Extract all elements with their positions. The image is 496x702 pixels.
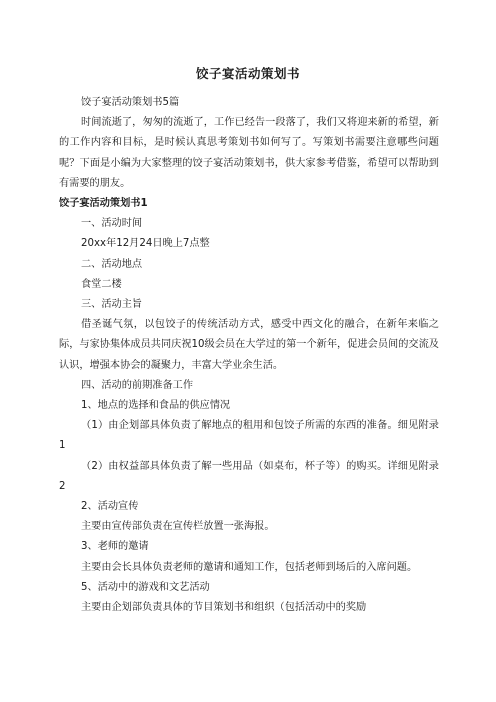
document-body xyxy=(59,93,439,618)
paragraph: 四、活动的前期准备工作 xyxy=(81,379,194,391)
paragraph: 三、活动主旨 xyxy=(81,299,143,311)
paragraph: 一、活动时间 xyxy=(81,218,143,230)
paragraph: 2、活动宣传 xyxy=(81,501,139,513)
paragraph: 主要由会长具体负责老师的邀请和通知工作，包括老师到场后的入席问题。 xyxy=(81,561,418,573)
paragraph: 借圣诞气氛，以包饺子的传统活动方式，感受中西文化的融合，在新年来临之际，与家协集体成员共同庆祝10级会员在大学过的第一个新年，促进会员间的交流及认识，增强本协会的凝聚力，丰富大学业余生活。 xyxy=(59,319,439,371)
paragraph: 饺子宴活动策划书5篇 xyxy=(81,97,180,108)
paragraph: 5、活动中的游戏和文艺活动 xyxy=(81,581,210,593)
paragraph: 二、活动地点 xyxy=(81,258,143,270)
section-heading: 饺子宴活动策划书1 xyxy=(59,198,148,210)
paragraph: （1）由企划部具体负责了解地点的租用和包饺子所需的东西的准备。细见附录1 xyxy=(59,420,439,452)
paragraph: 1、地点的选择和食品的供应情况 xyxy=(81,400,231,412)
paragraph: 时间流逝了，匆匆的流逝了，工作已经告一段落了，我们又将迎来新的希望，新的工作内容和目标，是时候认真思考策划书如何写了。写策划书需要注意哪些问题呢？下面是小编为大家整理的饺子宴活动策划书，供大家参考借鉴，希望可以帮助到有需要的朋友。 xyxy=(59,117,439,189)
paragraph: 主要由企划部负责具体的节目策划书和组织（包括活动中的奖励 xyxy=(81,602,367,614)
paragraph: 食堂二楼 xyxy=(81,278,122,290)
paragraph: 20xx年12月24日晚上7点整 xyxy=(81,238,210,250)
paragraph: 主要由宣传部负责在宣传栏放置一张海报。 xyxy=(81,521,275,533)
paragraph: （2）由权益部具体负责了解一些用品（如桌布，杯子等）的购买。详细见附录2 xyxy=(59,460,439,492)
document-title: 饺子宴活动策划书 xyxy=(195,66,300,81)
paragraph: 3、老师的邀请 xyxy=(81,541,149,553)
